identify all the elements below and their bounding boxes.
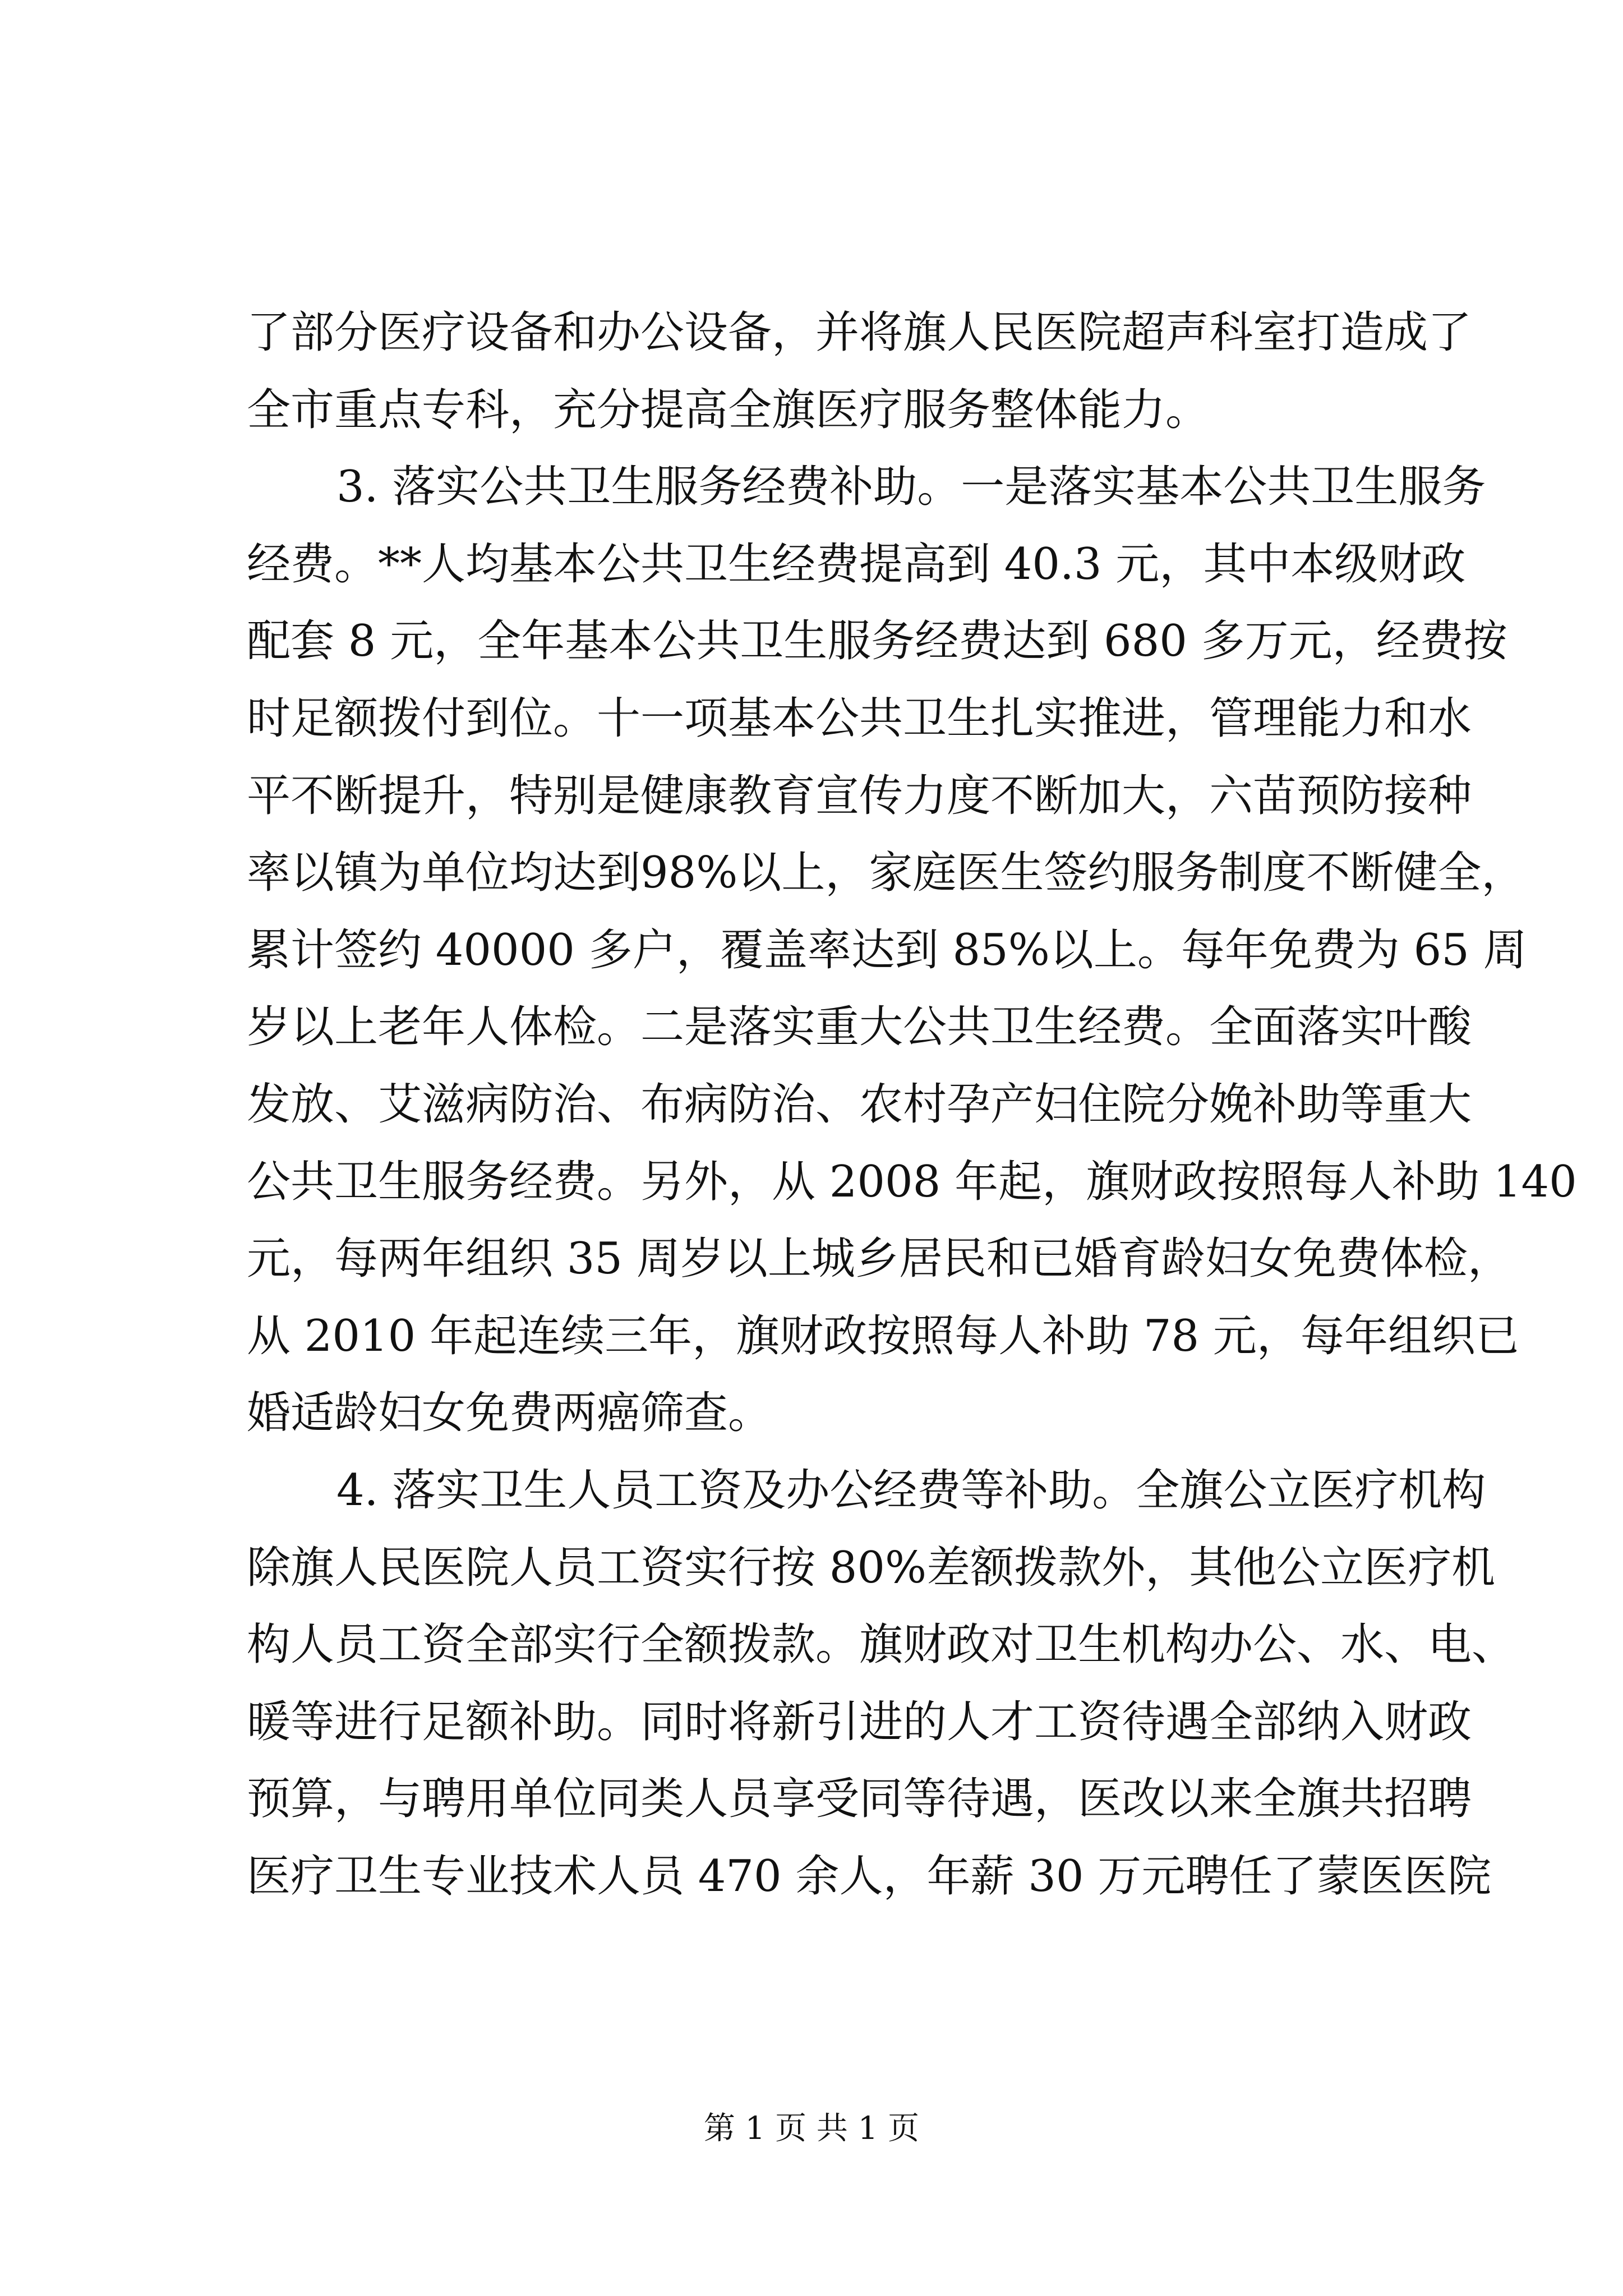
text-line: 累计签约 40000 多户，覆盖率达到 85%以上。每年免费为 65 周: [247, 924, 1527, 976]
text-line: 构人员工资全部实行全额拨款。旗财政对卫生机构办公、水、电、: [247, 1619, 1516, 1671]
text-line: 率以镇为单位均达到98%以上，家庭医生签约服务制度不断健全，: [247, 848, 1525, 899]
text-line: 婚适龄妇女免费两癌筛查。: [247, 1388, 772, 1439]
page-footer: 第 1 页 共 1 页: [703, 2110, 920, 2147]
text-line: 从 2010 年起连续三年，旗财政按照每人补助 78 元，每年组织已: [247, 1310, 1519, 1361]
text-line: 公共卫生服务经费。另外，从 2008 年起，旗财政按照每人补助 140: [247, 1156, 1577, 1207]
text-line: 预算，与聘用单位同类人员享受同等待遇，医改以来全旗共招聘: [247, 1774, 1472, 1825]
paragraph-3-heading-line: 3. 落实公共卫生服务经费补助。一是落实基本公共卫生服务: [336, 462, 1486, 513]
text-line: 全市重点专科，充分提高全旗医疗服务整体能力。: [247, 384, 1210, 435]
text-line: 发放、艾滋病防治、布病防治、农村孕产妇住院分娩补助等重大: [247, 1079, 1472, 1130]
text-line: 岁以上老年人体检。二是落实重大公共卫生经费。全面落实叶酸: [247, 1002, 1472, 1053]
text-line: 时足额拨付到位。十一项基本公共卫生扎实推进，管理能力和水: [247, 693, 1472, 744]
text-line: 平不断提升，特别是健康教育宣传力度不断加大，六苗预防接种: [247, 770, 1472, 821]
text-line: 配套 8 元，全年基本公共卫生服务经费达到 680 多万元，经费按: [247, 616, 1507, 667]
text-line: 元，每两年组织 35 周岁以上城乡居民和已婚育龄妇女免费体检，: [247, 1234, 1511, 1285]
text-line: 除旗人民医院人员工资实行按 80%差额拨款外，其他公立医疗机: [247, 1542, 1496, 1593]
text-line: 了部分医疗设备和办公设备，并将旗人民医院超声科室打造成了: [247, 307, 1472, 358]
body-text: [247, 295, 1577, 1915]
text-line: 暖等进行足额补助。同时将新引进的人才工资待遇全部纳入财政: [247, 1696, 1472, 1747]
text-line: 经费。**人均基本公共卫生经费提高到 40.3 元，其中本级财政: [247, 539, 1466, 590]
text-line: 医疗卫生专业技术人员 470 余人，年薪 30 万元聘任了蒙医医院: [247, 1851, 1492, 1902]
paragraph-4-heading-line: 4. 落实卫生人员工资及办公经费等补助。全旗公立医疗机构: [336, 1465, 1486, 1516]
